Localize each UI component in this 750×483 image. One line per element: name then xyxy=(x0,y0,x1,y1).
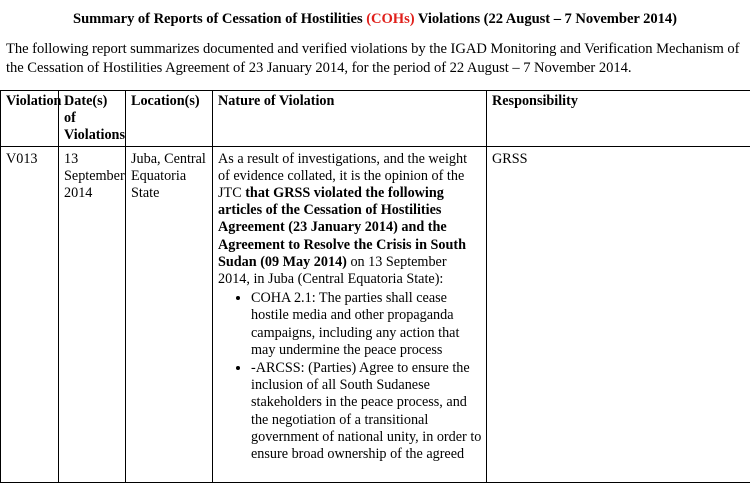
title-part-2: Violations (22 August – 7 November 2014) xyxy=(415,11,677,27)
cell-responsibility: GRSS xyxy=(487,146,750,482)
violated-articles-list xyxy=(218,289,482,463)
cell-date: 13 September 2014 xyxy=(59,146,126,482)
header-violation: Violation xyxy=(1,91,59,147)
title-part-1: Summary of Reports of Cessation of Hostilities xyxy=(73,11,366,27)
nature-text-1: As a result of investigations, and the weight of evidence collated, it is the opinion of the JTC xyxy=(218,151,467,201)
cell-location: Juba, Central Equatoria State xyxy=(126,146,213,482)
report-title xyxy=(0,10,750,28)
header-locations: Location(s) xyxy=(126,91,213,147)
nature-text-2: on 13 September 2014, in Juba (Central Equatoria State): xyxy=(218,254,447,287)
header-dates: Date(s) of Violations xyxy=(59,91,126,147)
cell-nature xyxy=(213,146,487,482)
title-coh-highlight: (COHs) xyxy=(366,11,414,27)
table-row xyxy=(1,146,750,482)
nature-bold-text: that GRSS violated the following articles of the Cessation of Hostilities Agreement (23 January 2014) and the Agreement to Resolve the Crisis in South Sudan (09 May 2014) xyxy=(218,185,466,270)
cell-violation-id: V013 xyxy=(1,146,59,482)
table-header-row xyxy=(1,91,750,147)
list-item: • -ARCSS: (Parties) Agree to ensure the inclusion of all South Sudanese stakeholders in the peace process, and the negotiation of a transitional government of national unity, in order to ensure broad ownership of the agreed xyxy=(251,359,482,463)
intro-paragraph: The following report summarizes documented and verified violations by the IGAD Monitoring and Verification Mechanism of the Cessation of Hostilities Agreement of 23 January 2014, for the period of 22 August – 7 November 2014. xyxy=(6,40,750,78)
header-responsibility: Responsibility xyxy=(487,91,750,147)
header-nature: Nature of Violation xyxy=(213,91,487,147)
list-item: • COHA 2.1: The parties shall cease hostile media and other propaganda campaigns, including any action that may undermine the peace process xyxy=(251,289,482,359)
violations-table xyxy=(0,90,750,483)
